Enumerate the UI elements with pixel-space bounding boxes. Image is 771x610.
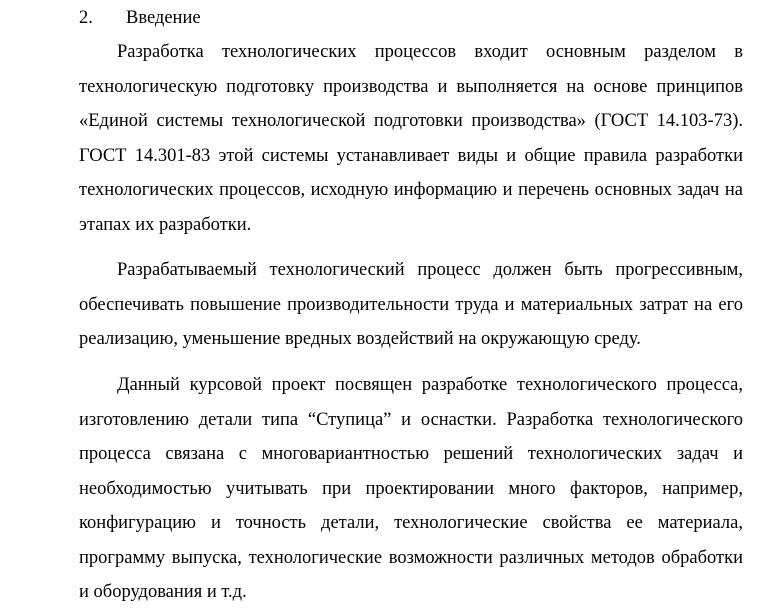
paragraph-requirements: Разрабатываемый технологический процесс должен быть прогрессивным, обеспечивать повышение производительности труда и материальных затрат на его реализацию, уменьшение вредных воздействий на окружающую среду. [79,260,743,349]
section-heading [79,6,201,30]
section-title: Введение [126,8,201,28]
section-number: 2. [79,8,93,28]
paragraph-project: Данный курсовой проект посвящен разработке технологического процесса, изготовлению детали типа “Ступица” и оснастки. Разработка технологического процесса связана с многовариантностью решений технологических задач и необходимостью учитывать при проектировании много факторов, например, конфигурацию и точность детали, технологические свойства ее материала, программу выпуска, технологические возможности различных методов обработки и оборудования и т.д. [79,375,743,602]
paragraph-intro: Разработка технологических процессов входит основным разделом в технологическую подготовку производства и выполняется на основе принципов «Единой системы технологической подготовки производства» (ГОСТ 14.103-73). ГОСТ 14.301-83 этой системы устанавливает виды и общие правила разработки технологических процессов, исходную информацию и перечень основных задач на этапах их разработки. [79,42,743,235]
